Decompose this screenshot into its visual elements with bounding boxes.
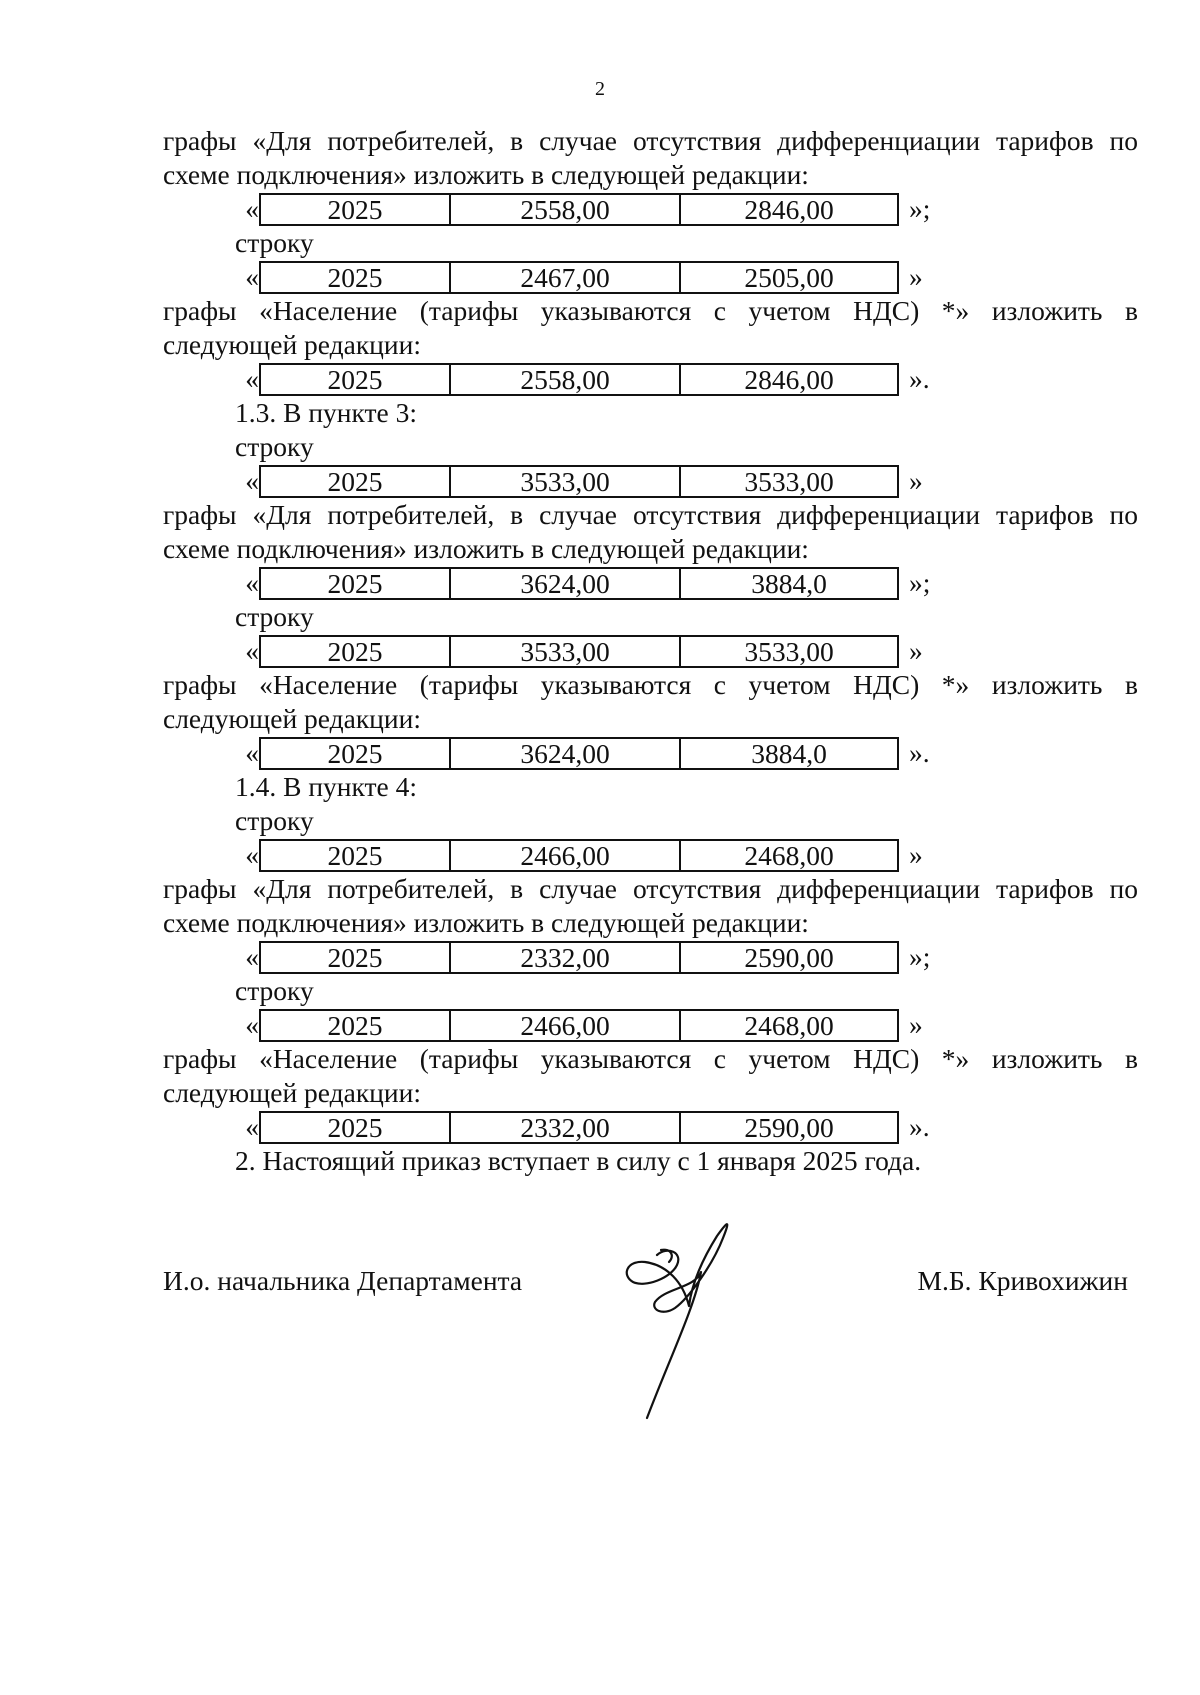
open-quote: « bbox=[245, 1009, 259, 1040]
tariff-row bbox=[245, 838, 1138, 872]
tariff-cell: 2558,00 bbox=[450, 194, 680, 225]
tariff-cell: 3533,00 bbox=[680, 636, 898, 667]
paragraph-line: графы «Для потребителей, в случае отсутствия дифференциации тарифов по bbox=[163, 873, 1138, 904]
tariff-table bbox=[259, 261, 899, 294]
paragraph-line: следующей редакции: bbox=[163, 329, 421, 360]
tariff-row bbox=[245, 362, 1138, 396]
stroku-label: строку bbox=[235, 601, 314, 632]
close-quote: » bbox=[909, 261, 923, 292]
close-quote: »; bbox=[909, 941, 931, 972]
close-quote: »; bbox=[909, 567, 931, 598]
tariff-cell: 2332,00 bbox=[450, 942, 680, 973]
tariff-table bbox=[259, 737, 899, 770]
year-cell: 2025 bbox=[260, 636, 450, 667]
tariff-table bbox=[259, 635, 899, 668]
tariff-row bbox=[245, 1110, 1138, 1144]
item-heading: 1.3. В пункте 3: bbox=[235, 397, 418, 428]
tariff-row bbox=[245, 566, 1138, 600]
tariff-cell: 3884,0 bbox=[680, 738, 898, 769]
close-quote: »; bbox=[909, 193, 931, 224]
close-quote: » bbox=[909, 839, 923, 870]
open-quote: « bbox=[245, 193, 259, 224]
tariff-cell: 3624,00 bbox=[450, 738, 680, 769]
paragraph-line: схеме подключения» изложить в следующей редакции: bbox=[163, 159, 809, 190]
signatory-position: И.о. начальника Департамента bbox=[163, 1265, 523, 1296]
tariff-table bbox=[259, 839, 899, 872]
close-quote: » bbox=[909, 1009, 923, 1040]
open-quote: « bbox=[245, 363, 259, 394]
paragraph-line: графы «Население (тарифы указываются с учетом НДС) *» изложить в bbox=[163, 669, 1138, 700]
tariff-table bbox=[259, 1111, 899, 1144]
tariff-row bbox=[245, 260, 1138, 294]
tariff-cell: 3533,00 bbox=[680, 466, 898, 497]
tariff-cell: 2846,00 bbox=[680, 364, 898, 395]
stroku-label: строку bbox=[235, 227, 314, 258]
year-cell: 2025 bbox=[260, 1010, 450, 1041]
paragraph-line: следующей редакции: bbox=[163, 703, 421, 734]
close-quote: ». bbox=[909, 1111, 930, 1142]
paragraph-line: графы «Для потребителей, в случае отсутствия дифференциации тарифов по bbox=[163, 125, 1138, 156]
open-quote: « bbox=[245, 465, 259, 496]
tariff-cell: 3884,0 bbox=[680, 568, 898, 599]
tariff-row bbox=[245, 940, 1138, 974]
paragraph-line: схеме подключения» изложить в следующей редакции: bbox=[163, 907, 809, 938]
year-cell: 2025 bbox=[260, 466, 450, 497]
handwritten-signature bbox=[605, 1210, 775, 1430]
open-quote: « bbox=[245, 941, 259, 972]
open-quote: « bbox=[245, 261, 259, 292]
paragraph-line: следующей редакции: bbox=[163, 1077, 421, 1108]
open-quote: « bbox=[245, 839, 259, 870]
tariff-cell: 3533,00 bbox=[450, 466, 680, 497]
tariff-cell: 3624,00 bbox=[450, 568, 680, 599]
signatory-name: М.Б. Кривохижин bbox=[917, 1265, 1128, 1296]
tariff-row bbox=[245, 634, 1138, 668]
year-cell: 2025 bbox=[260, 364, 450, 395]
paragraph-line: графы «Население (тарифы указываются с учетом НДС) *» изложить в bbox=[163, 1043, 1138, 1074]
tariff-cell: 2466,00 bbox=[450, 840, 680, 871]
year-cell: 2025 bbox=[260, 194, 450, 225]
tariff-cell: 2505,00 bbox=[680, 262, 898, 293]
tariff-cell: 2846,00 bbox=[680, 194, 898, 225]
tariff-table bbox=[259, 567, 899, 600]
paragraph-line: графы «Для потребителей, в случае отсутствия дифференциации тарифов по bbox=[163, 499, 1138, 530]
paragraph-line: графы «Население (тарифы указываются с учетом НДС) *» изложить в bbox=[163, 295, 1138, 326]
open-quote: « bbox=[245, 737, 259, 768]
close-quote: ». bbox=[909, 363, 930, 394]
tariff-cell: 3533,00 bbox=[450, 636, 680, 667]
tariff-row bbox=[245, 464, 1138, 498]
tariff-cell: 2332,00 bbox=[450, 1112, 680, 1143]
item-2-text: 2. Настоящий приказ вступает в силу с 1 января 2025 года. bbox=[235, 1145, 922, 1176]
year-cell: 2025 bbox=[260, 840, 450, 871]
close-quote: » bbox=[909, 465, 923, 496]
tariff-table bbox=[259, 363, 899, 396]
open-quote: « bbox=[245, 567, 259, 598]
stroku-label: строку bbox=[235, 431, 314, 462]
tariff-row bbox=[245, 192, 1138, 226]
tariff-cell: 2468,00 bbox=[680, 1010, 898, 1041]
year-cell: 2025 bbox=[260, 568, 450, 599]
tariff-table bbox=[259, 941, 899, 974]
stroku-label: строку bbox=[235, 805, 314, 836]
open-quote: « bbox=[245, 1111, 259, 1142]
tariff-cell: 2466,00 bbox=[450, 1010, 680, 1041]
tariff-table bbox=[259, 1009, 899, 1042]
tariff-table bbox=[259, 465, 899, 498]
paragraph-line: схеме подключения» изложить в следующей редакции: bbox=[163, 533, 809, 564]
tariff-cell: 2468,00 bbox=[680, 840, 898, 871]
tariff-cell: 2467,00 bbox=[450, 262, 680, 293]
document-body bbox=[163, 124, 1138, 1178]
close-quote: ». bbox=[909, 737, 930, 768]
year-cell: 2025 bbox=[260, 1112, 450, 1143]
year-cell: 2025 bbox=[260, 262, 450, 293]
page-number: 2 bbox=[595, 78, 605, 100]
tariff-row bbox=[245, 1008, 1138, 1042]
year-cell: 2025 bbox=[260, 738, 450, 769]
stroku-label: строку bbox=[235, 975, 314, 1006]
open-quote: « bbox=[245, 635, 259, 666]
tariff-cell: 2558,00 bbox=[450, 364, 680, 395]
year-cell: 2025 bbox=[260, 942, 450, 973]
tariff-row bbox=[245, 736, 1138, 770]
close-quote: » bbox=[909, 635, 923, 666]
tariff-cell: 2590,00 bbox=[680, 1112, 898, 1143]
tariff-table bbox=[259, 193, 899, 226]
item-heading: 1.4. В пункте 4: bbox=[235, 771, 418, 802]
tariff-cell: 2590,00 bbox=[680, 942, 898, 973]
